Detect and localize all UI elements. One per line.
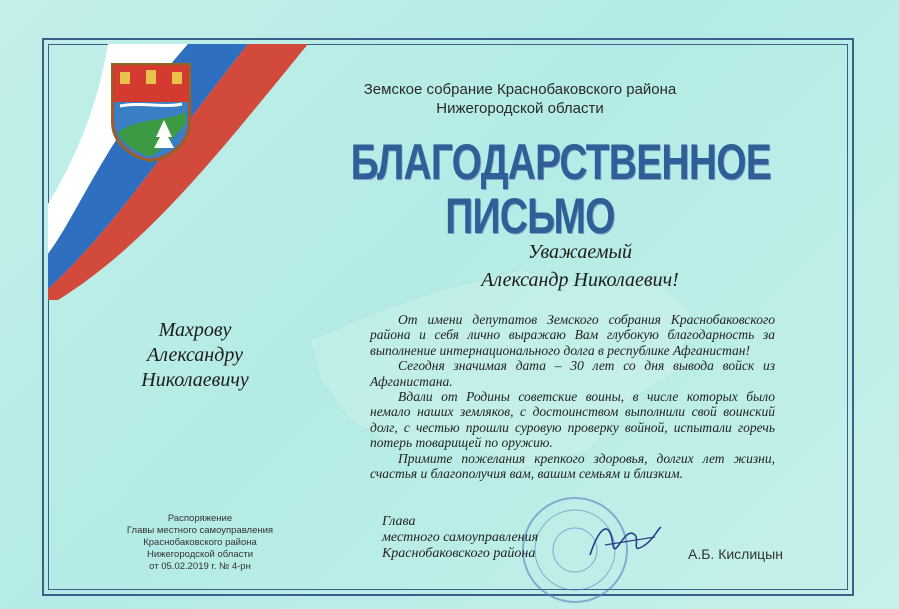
decree-line-2: Главы местного самоуправления bbox=[126, 525, 274, 536]
greeting bbox=[390, 238, 770, 294]
decree-line-5: от 05.02.2019 г. № 4-рн bbox=[149, 561, 251, 572]
organization-header bbox=[330, 80, 710, 118]
handwritten-signature bbox=[585, 515, 665, 565]
greeting-line-2: Александр Николаевич! bbox=[481, 269, 679, 291]
title-line-2: ПИСЬМО bbox=[445, 188, 615, 244]
greeting-line-1: Уважаемый bbox=[527, 241, 633, 263]
recipient-line-2: Александру bbox=[147, 344, 243, 366]
document-title bbox=[350, 134, 771, 244]
recipient-name bbox=[100, 318, 290, 393]
coat-of-arms-icon bbox=[110, 62, 192, 162]
decree-line-1: Распоряжение bbox=[167, 513, 233, 524]
signatory-title-line-3: Краснобаковского района bbox=[382, 546, 536, 561]
body-paragraph-3: Вдали от Родины советские воины, в числе которых было немало наших земляков, с достоинством выполнили свой воинский долг, с честью прошли суровую проверку войной, испытали горечь потерь товарищей по оружию. bbox=[370, 389, 775, 451]
decree-reference bbox=[110, 513, 290, 573]
decree-line-4: Нижегородской области bbox=[146, 549, 254, 560]
org-line-2: Нижегородской области bbox=[436, 100, 604, 117]
recipient-line-1: Махрову bbox=[158, 319, 232, 341]
signatory-title-line-2: местного самоуправления bbox=[382, 530, 539, 545]
org-line-1: Земское собрание Краснобаковского района bbox=[363, 81, 677, 98]
title-line-1: БЛАГОДАРСТВЕННОЕ bbox=[350, 134, 771, 190]
signatory-title bbox=[382, 514, 602, 562]
decree-line-3: Краснобаковского района bbox=[143, 537, 257, 548]
letter-body bbox=[370, 312, 775, 481]
body-paragraph-4: Примите пожелания крепкого здоровья, долгих лет жизни, счастья и благополучия вам, вашим семьям и близким. bbox=[370, 450, 775, 482]
body-paragraph-2: Сегодня значимая дата – 30 лет со дня вывода войск из Афганистана. bbox=[370, 358, 775, 389]
recipient-line-3: Николаевичу bbox=[141, 369, 249, 391]
signatory-title-line-1: Глава bbox=[382, 514, 416, 529]
signatory-name: А.Б. Кислицын bbox=[688, 546, 783, 562]
body-paragraph-1: От имени депутатов Земского собрания Краснобаковского района и себя лично выражаю Вам глубокую благодарность за выполнение интернационального долга в республике Афганистан! bbox=[370, 312, 775, 358]
